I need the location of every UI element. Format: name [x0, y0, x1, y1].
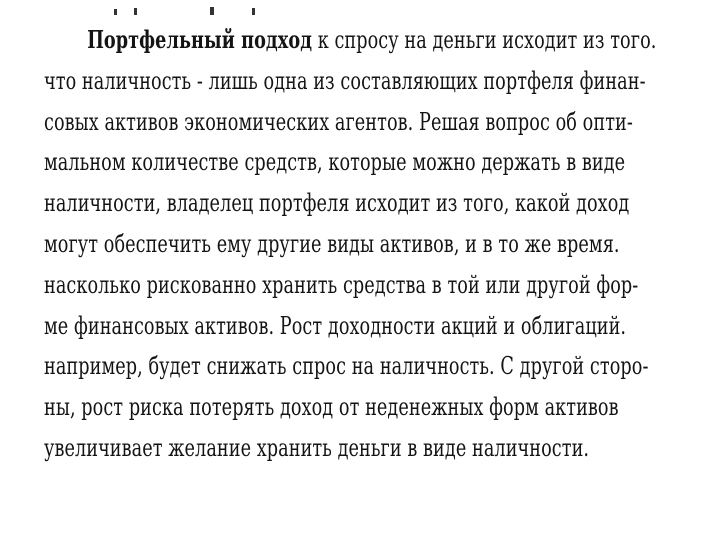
paragraph-line: например, будет снижать спрос на наличность. С другой сторо- — [44, 351, 649, 381]
paragraph-line: мальном количестве средств, которые можно держать в виде — [44, 147, 626, 177]
paragraph-line: что наличность - лишь одна из составляющих портфеля финан- — [44, 65, 646, 95]
paragraph-line: наличности, владелец портфеля исходит из того, какой доход — [44, 188, 630, 218]
scan-mark — [114, 9, 117, 15]
paragraph-line: ме финансовых активов. Рост доходности акций и облигаций. — [44, 310, 627, 340]
paragraph-line: могут обеспечить ему другие виды активов, и в то же время. — [44, 228, 620, 258]
lead-term: Портфельный подход — [87, 25, 313, 54]
scan-mark — [134, 8, 137, 15]
paragraph-line: совых активов экономических агентов. Решая вопрос об опти- — [44, 106, 633, 136]
line-text: к спросу на деньги исходит из того. — [312, 25, 657, 54]
paragraph-line-1 — [44, 20, 684, 61]
paragraph-line: насколько рискованно хранить средства в той или другой фор- — [44, 269, 639, 299]
scan-artifact-marks — [112, 6, 272, 16]
paragraph — [44, 20, 684, 469]
scan-mark — [252, 8, 255, 15]
paragraph-line: увеличивает желание хранить деньги в виде наличности. — [44, 432, 590, 462]
scan-mark — [210, 7, 214, 15]
paragraph-line: ны, рост риска потерять доход от неденежных форм активов — [44, 392, 619, 422]
